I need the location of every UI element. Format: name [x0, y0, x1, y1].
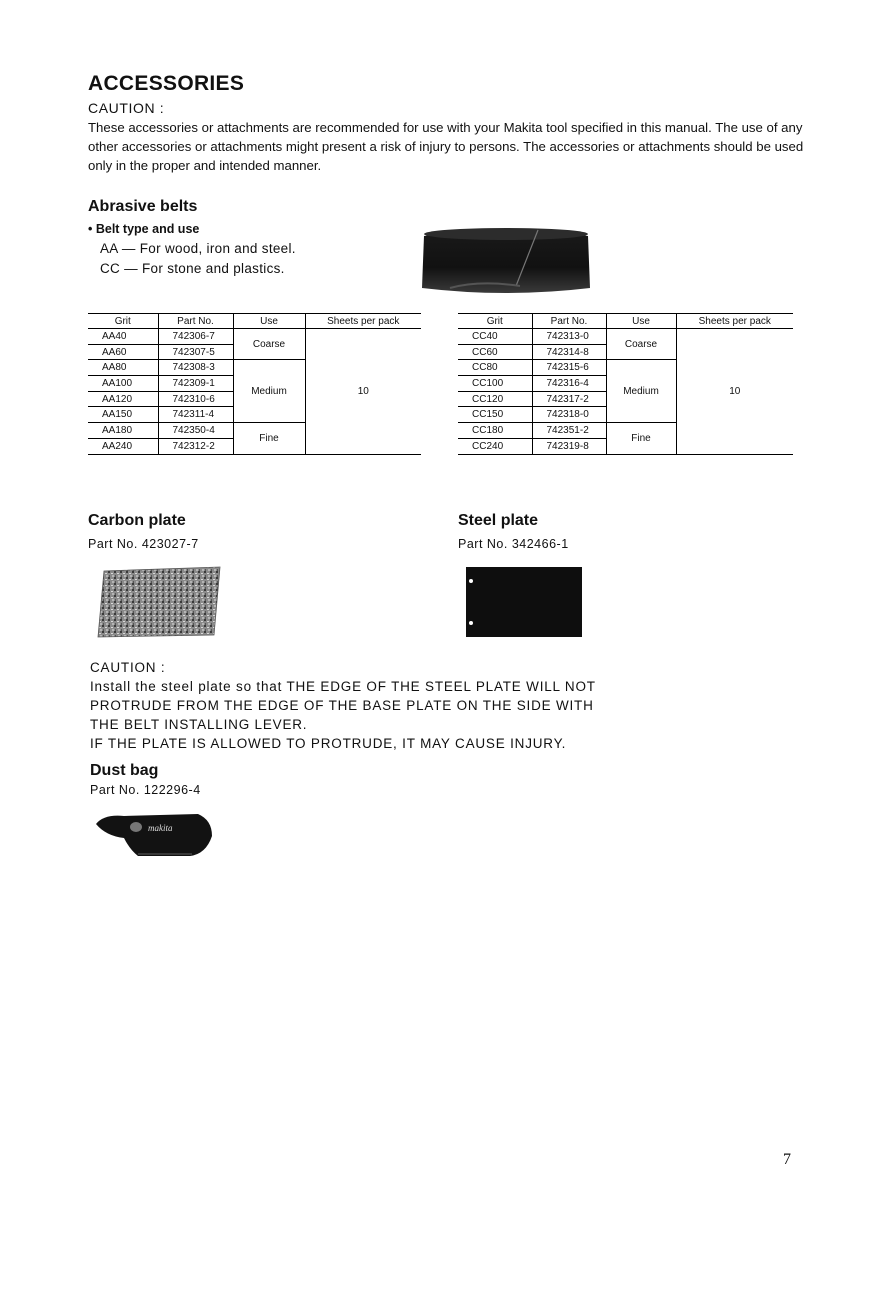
caution-text: These accessories or attachments are recommended for use with your Makita tool specified in this manual. The use of any other accessories or attachments might present a risk of injury to persons. The accessories or attachments should be used only in the proper and intended manner.	[88, 120, 804, 173]
part-cell: 742307-5	[158, 344, 233, 360]
grit-cell: CC40	[458, 329, 532, 345]
caution-line: THE BELT INSTALLING LEVER.	[90, 717, 308, 732]
part-cell: 742306-7	[158, 329, 233, 345]
grit-cell: AA100	[88, 376, 158, 392]
part-cell: 742314-8	[532, 344, 606, 360]
steel-plate-image	[466, 567, 582, 637]
cc-type-line: CC — For stone and plastics.	[100, 261, 285, 276]
page-title: ACCESSORIES	[88, 72, 245, 95]
makita-logo-icon	[130, 822, 142, 832]
abrasive-belt-image	[420, 222, 592, 296]
belt-type-heading: • Belt type and use	[88, 222, 200, 236]
table-row	[458, 329, 793, 345]
caution-line: IF THE PLATE IS ALLOWED TO PROTRUDE, IT MAY CAUSE INJURY.	[90, 736, 567, 751]
part-cell: 742315-6	[532, 360, 606, 376]
carbon-plate-part-no: Part No. 423027-7	[88, 537, 199, 551]
steel-plate-caution	[90, 658, 730, 753]
part-cell: 742309-1	[158, 376, 233, 392]
col-header-sheets: Sheets per pack	[305, 314, 421, 329]
part-cell: 742310-6	[158, 391, 233, 407]
sheets-cell: 10	[305, 329, 421, 455]
use-cell-fine: Fine	[233, 423, 305, 454]
grit-cell: AA150	[88, 407, 158, 423]
caution-line: PROTRUDE FROM THE EDGE OF THE BASE PLATE ON THE SIDE WITH	[90, 698, 594, 713]
grit-cell: AA240	[88, 438, 158, 454]
carbon-plate-title: Carbon plate	[88, 512, 186, 529]
steel-plate-title: Steel plate	[458, 512, 539, 529]
use-cell-medium: Medium	[233, 360, 305, 423]
part-cell: 742350-4	[158, 423, 233, 439]
col-header-use: Use	[606, 314, 676, 329]
grit-cell: CC60	[458, 344, 532, 360]
grit-cell: CC100	[458, 376, 532, 392]
part-cell: 742308-3	[158, 360, 233, 376]
caution-label: CAUTION :	[90, 660, 166, 675]
cc-belt-table	[458, 313, 793, 455]
caution-line: Install the steel plate so that THE EDGE OF THE STEEL PLATE WILL NOT	[90, 679, 596, 694]
grit-cell: AA60	[88, 344, 158, 360]
dust-bag-image	[94, 810, 220, 858]
aa-type-line: AA — For wood, iron and steel.	[100, 241, 296, 256]
grit-cell: CC120	[458, 391, 532, 407]
col-header-sheets: Sheets per pack	[676, 314, 793, 329]
grit-cell: CC180	[458, 423, 532, 439]
col-header-part: Part No.	[532, 314, 606, 329]
dust-bag-title: Dust bag	[90, 762, 159, 779]
grit-cell: AA120	[88, 391, 158, 407]
grit-cell: CC80	[458, 360, 532, 376]
aa-belt-table	[88, 313, 421, 455]
col-header-grit: Grit	[458, 314, 532, 329]
part-cell: 742316-4	[532, 376, 606, 392]
grit-cell: AA40	[88, 329, 158, 345]
use-cell-fine: Fine	[606, 423, 676, 454]
use-cell-coarse: Coarse	[233, 329, 305, 360]
col-header-part: Part No.	[158, 314, 233, 329]
col-header-use: Use	[233, 314, 305, 329]
grit-cell: AA180	[88, 423, 158, 439]
carbon-plate-image	[96, 565, 222, 638]
steel-plate-part-no: Part No. 342466-1	[458, 537, 569, 551]
use-cell-coarse: Coarse	[606, 329, 676, 360]
part-cell: 742351-2	[532, 423, 606, 439]
page-number: 7	[783, 1151, 791, 1168]
part-cell: 742317-2	[532, 391, 606, 407]
grit-cell: CC240	[458, 438, 532, 454]
part-cell: 742312-2	[158, 438, 233, 454]
col-header-grit: Grit	[88, 314, 158, 329]
part-cell: 742319-8	[532, 438, 606, 454]
grit-cell: AA80	[88, 360, 158, 376]
abrasive-belts-title: Abrasive belts	[88, 198, 198, 215]
part-cell: 742311-4	[158, 407, 233, 423]
grit-cell: CC150	[458, 407, 532, 423]
makita-logo-text: makita	[148, 823, 173, 833]
part-cell: 742318-0	[532, 407, 606, 423]
use-cell-medium: Medium	[606, 360, 676, 423]
part-cell: 742313-0	[532, 329, 606, 345]
sheets-cell: 10	[676, 329, 793, 455]
caution-label: CAUTION :	[88, 100, 165, 116]
table-row	[88, 329, 421, 345]
dust-bag-part-no: Part No. 122296-4	[90, 783, 201, 797]
